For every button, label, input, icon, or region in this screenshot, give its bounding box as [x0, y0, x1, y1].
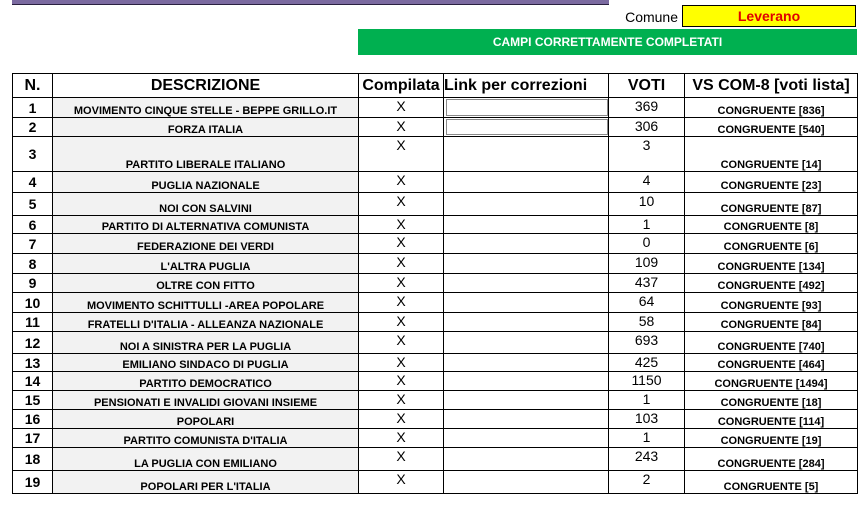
table-row: [13, 354, 858, 372]
table-body: [13, 98, 858, 494]
row-number: 1: [13, 98, 53, 118]
row-number: 13: [13, 354, 53, 372]
row-vs-com8: CONGRUENTE [740]: [685, 332, 858, 354]
row-link-correzioni[interactable]: [444, 354, 609, 372]
header-vs-com8: VS COM-8 [voti lista]: [685, 74, 858, 98]
row-link-correzioni[interactable]: [444, 118, 609, 137]
row-compilata[interactable]: X: [359, 254, 444, 274]
row-vs-com8: CONGRUENTE [134]: [685, 254, 858, 274]
row-vs-com8: CONGRUENTE [6]: [685, 234, 858, 254]
row-link-correzioni[interactable]: [444, 372, 609, 391]
row-vs-com8: CONGRUENTE [492]: [685, 274, 858, 293]
row-compilata[interactable]: X: [359, 429, 444, 448]
row-descrizione: MOVIMENTO CINQUE STELLE - BEPPE GRILLO.IT: [53, 98, 359, 118]
row-number: 16: [13, 410, 53, 429]
row-compilata[interactable]: X: [359, 118, 444, 137]
row-voti[interactable]: 109: [609, 254, 685, 274]
row-number: 4: [13, 172, 53, 193]
row-descrizione: POPOLARI: [53, 410, 359, 429]
row-compilata[interactable]: X: [359, 193, 444, 216]
row-link-correzioni[interactable]: [444, 313, 609, 332]
table-row: [13, 137, 858, 172]
row-voti[interactable]: 306: [609, 118, 685, 137]
row-number: 10: [13, 293, 53, 313]
row-compilata[interactable]: X: [359, 234, 444, 254]
table-row: [13, 193, 858, 216]
row-vs-com8: CONGRUENTE [87]: [685, 193, 858, 216]
row-descrizione: PARTITO LIBERALE ITALIANO: [53, 137, 359, 172]
row-descrizione: EMILIANO SINDACO DI PUGLIA: [53, 354, 359, 372]
row-descrizione: PENSIONATI E INVALIDI GIOVANI INSIEME: [53, 391, 359, 410]
row-vs-com8: CONGRUENTE [464]: [685, 354, 858, 372]
header-n: N.: [13, 74, 53, 98]
table-row: [13, 429, 858, 448]
row-link-correzioni[interactable]: [444, 274, 609, 293]
row-number: 11: [13, 313, 53, 332]
row-voti[interactable]: 693: [609, 332, 685, 354]
table-row: [13, 293, 858, 313]
row-link-correzioni[interactable]: [444, 410, 609, 429]
row-descrizione: PUGLIA NAZIONALE: [53, 172, 359, 193]
row-voti[interactable]: 425: [609, 354, 685, 372]
row-descrizione: NOI A SINISTRA PER LA PUGLIA: [53, 332, 359, 354]
row-voti[interactable]: 58: [609, 313, 685, 332]
row-descrizione: MOVIMENTO SCHITTULLI -AREA POPOLARE: [53, 293, 359, 313]
row-vs-com8: CONGRUENTE [284]: [685, 448, 858, 471]
row-descrizione: PARTITO COMUNISTA D'ITALIA: [53, 429, 359, 448]
row-compilata[interactable]: X: [359, 293, 444, 313]
row-vs-com8: CONGRUENTE [836]: [685, 98, 858, 118]
row-descrizione: POPOLARI PER L'ITALIA: [53, 471, 359, 494]
row-voti[interactable]: 369: [609, 98, 685, 118]
status-banner: CAMPI CORRETTAMENTE COMPLETATI: [358, 29, 857, 55]
header-descrizione: DESCRIZIONE: [53, 74, 359, 98]
row-compilata[interactable]: X: [359, 137, 444, 172]
row-number: 14: [13, 372, 53, 391]
row-descrizione: NOI CON SALVINI: [53, 193, 359, 216]
row-descrizione: PARTITO DEMOCRATICO: [53, 372, 359, 391]
row-number: 15: [13, 391, 53, 410]
row-compilata[interactable]: X: [359, 372, 444, 391]
row-vs-com8: CONGRUENTE [93]: [685, 293, 858, 313]
table-row: [13, 332, 858, 354]
row-voti[interactable]: 1: [609, 216, 685, 234]
table-row: [13, 254, 858, 274]
header-voti: VOTI: [609, 74, 685, 98]
row-voti[interactable]: 64: [609, 293, 685, 313]
row-link-correzioni[interactable]: [444, 471, 609, 494]
comune-label: Comune: [625, 9, 678, 25]
row-compilata[interactable]: X: [359, 313, 444, 332]
row-number: 5: [13, 193, 53, 216]
row-vs-com8: CONGRUENTE [1494]: [685, 372, 858, 391]
row-descrizione: LA PUGLIA CON EMILIANO: [53, 448, 359, 471]
row-link-correzioni[interactable]: [444, 172, 609, 193]
row-number: 7: [13, 234, 53, 254]
table-row: [13, 216, 858, 234]
row-descrizione: L'ALTRA PUGLIA: [53, 254, 359, 274]
table-row: [13, 372, 858, 391]
row-descrizione: FEDERAZIONE DEI VERDI: [53, 234, 359, 254]
row-number: 8: [13, 254, 53, 274]
row-descrizione: OLTRE CON FITTO: [53, 274, 359, 293]
row-number: 3: [13, 137, 53, 172]
row-number: 12: [13, 332, 53, 354]
row-compilata[interactable]: X: [359, 172, 444, 193]
row-link-correzioni[interactable]: [444, 332, 609, 354]
row-voti[interactable]: 243: [609, 448, 685, 471]
row-vs-com8: CONGRUENTE [8]: [685, 216, 858, 234]
row-link-correzioni[interactable]: [444, 234, 609, 254]
row-link-correzioni[interactable]: [444, 137, 609, 172]
header-link-correzioni: Link per correzioni: [444, 74, 609, 98]
row-vs-com8: CONGRUENTE [84]: [685, 313, 858, 332]
comune-value-cell[interactable]: Leverano: [682, 5, 856, 27]
table-row: [13, 471, 858, 494]
lists-table: [12, 73, 858, 494]
top-purple-bar: [12, 0, 609, 5]
row-vs-com8: CONGRUENTE [23]: [685, 172, 858, 193]
row-link-correzioni[interactable]: [444, 254, 609, 274]
row-vs-com8: CONGRUENTE [18]: [685, 391, 858, 410]
row-compilata[interactable]: X: [359, 332, 444, 354]
row-compilata[interactable]: X: [359, 410, 444, 429]
row-number: 2: [13, 118, 53, 137]
table-row: [13, 274, 858, 293]
row-number: 9: [13, 274, 53, 293]
row-voti[interactable]: 3: [609, 137, 685, 172]
row-link-correzioni[interactable]: [444, 193, 609, 216]
row-voti[interactable]: 1: [609, 391, 685, 410]
row-link-correzioni[interactable]: [444, 448, 609, 471]
row-vs-com8: CONGRUENTE [14]: [685, 137, 858, 172]
row-voti[interactable]: 437: [609, 274, 685, 293]
row-link-correzioni[interactable]: [444, 429, 609, 448]
table-header-row: [13, 74, 858, 98]
row-compilata[interactable]: X: [359, 274, 444, 293]
header-compilata: Compilata: [359, 74, 444, 98]
table-row: [13, 410, 858, 429]
row-vs-com8: CONGRUENTE [19]: [685, 429, 858, 448]
row-compilata[interactable]: X: [359, 98, 444, 118]
table-row: [13, 448, 858, 471]
link-input-box[interactable]: [446, 119, 608, 135]
row-voti[interactable]: 1150: [609, 372, 685, 391]
row-link-correzioni[interactable]: [444, 293, 609, 313]
row-link-correzioni[interactable]: [444, 391, 609, 410]
row-voti[interactable]: 103: [609, 410, 685, 429]
row-vs-com8: CONGRUENTE [540]: [685, 118, 858, 137]
row-compilata[interactable]: X: [359, 354, 444, 372]
table-row: [13, 118, 858, 137]
row-voti[interactable]: 4: [609, 172, 685, 193]
row-vs-com8: CONGRUENTE [114]: [685, 410, 858, 429]
row-link-correzioni[interactable]: [444, 216, 609, 234]
row-compilata[interactable]: X: [359, 216, 444, 234]
table-row: [13, 172, 858, 193]
row-compilata[interactable]: X: [359, 448, 444, 471]
row-number: 19: [13, 471, 53, 494]
link-input-box[interactable]: [446, 99, 608, 116]
row-vs-com8: CONGRUENTE [5]: [685, 471, 858, 494]
row-voti[interactable]: 0: [609, 234, 685, 254]
row-descrizione: PARTITO DI ALTERNATIVA COMUNISTA: [53, 216, 359, 234]
row-number: 18: [13, 448, 53, 471]
row-voti[interactable]: 2: [609, 471, 685, 494]
row-voti[interactable]: 10: [609, 193, 685, 216]
row-link-correzioni[interactable]: [444, 98, 609, 118]
row-descrizione: FRATELLI D'ITALIA - ALLEANZA NAZIONALE: [53, 313, 359, 332]
table-row: [13, 98, 858, 118]
row-compilata[interactable]: X: [359, 471, 444, 494]
row-descrizione: FORZA ITALIA: [53, 118, 359, 137]
table-row: [13, 234, 858, 254]
row-number: 17: [13, 429, 53, 448]
row-number: 6: [13, 216, 53, 234]
table-row: [13, 313, 858, 332]
row-compilata[interactable]: X: [359, 391, 444, 410]
row-voti[interactable]: 1: [609, 429, 685, 448]
table-row: [13, 391, 858, 410]
